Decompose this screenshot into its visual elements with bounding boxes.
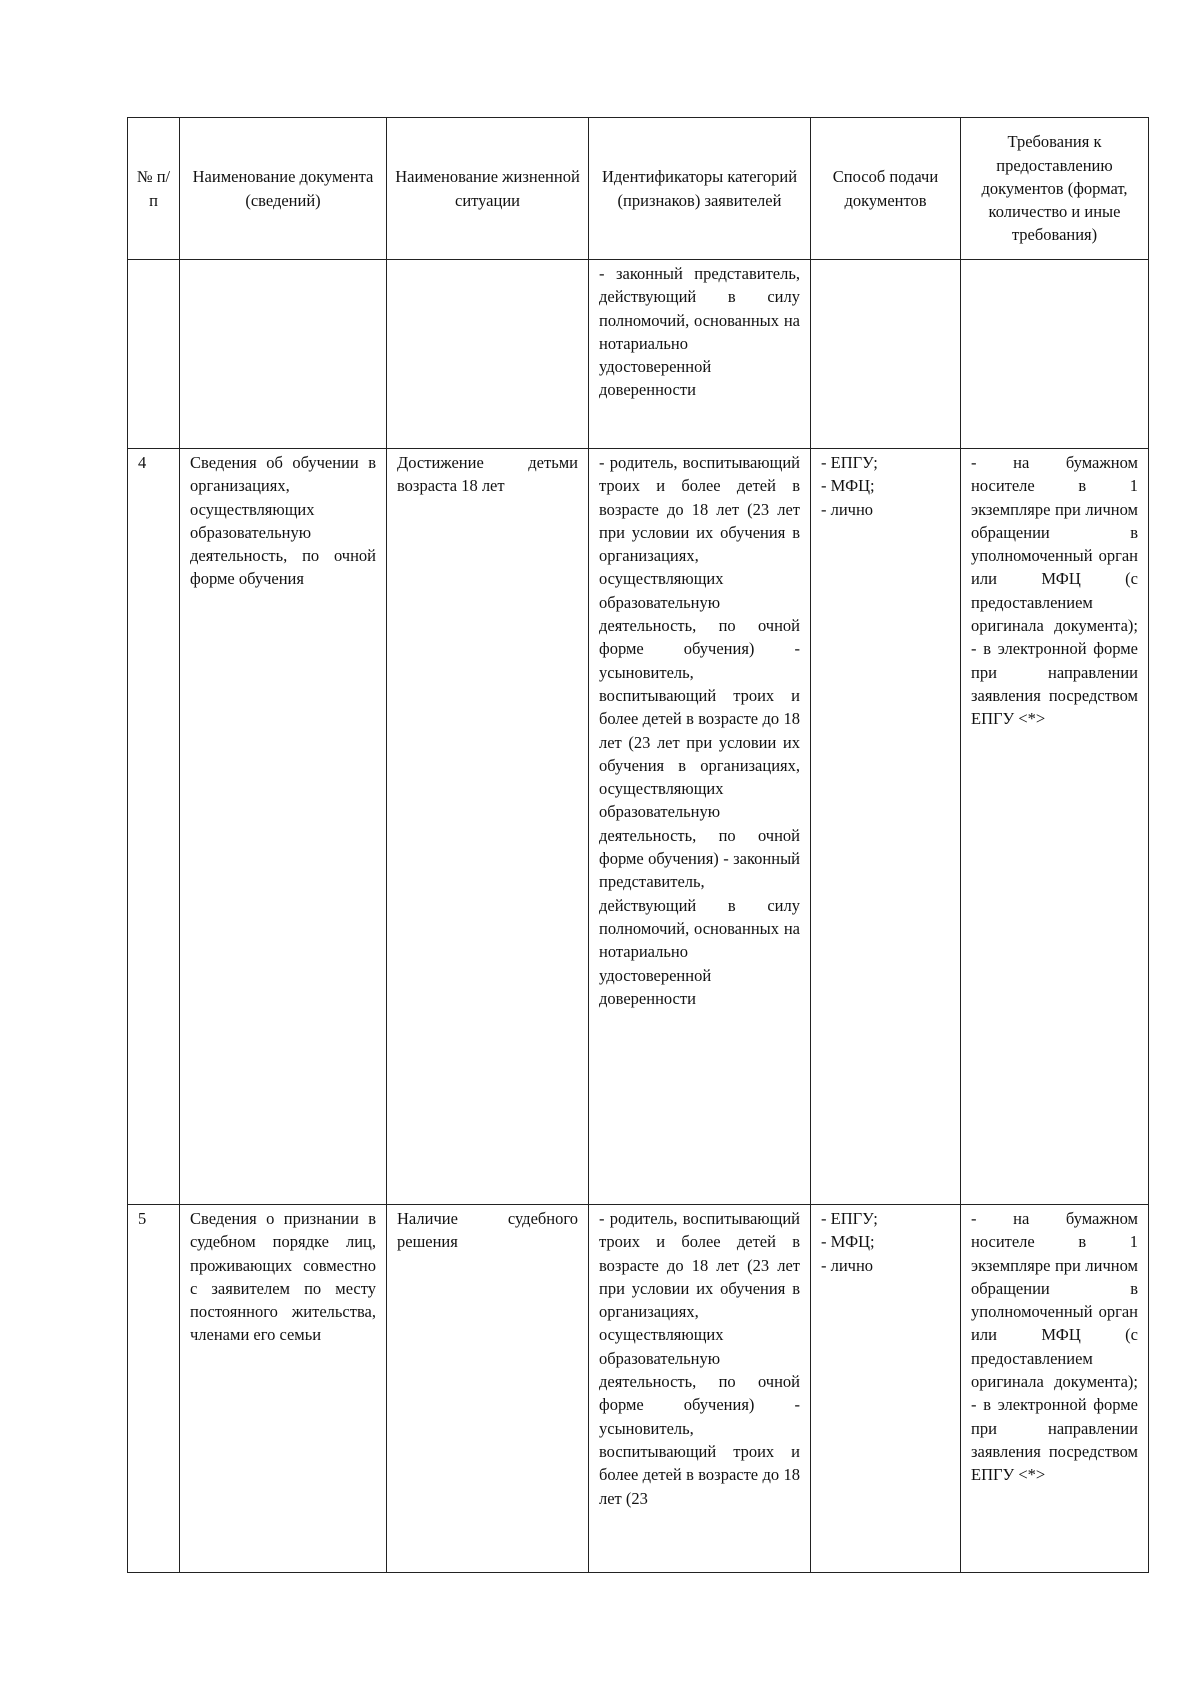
- cell-method: [811, 1205, 961, 1573]
- cell-categories: - родитель, воспитывающий троих и более детей в возрасте до 18 лет (23 лет при условии их обучения в организациях, осуществляющих образовательную деятельность, по очной форме обучения) - усыновитель, воспитывающий троих и более детей в возрасте до 18 лет (23: [589, 1205, 811, 1573]
- cell-doc: [180, 260, 387, 449]
- cell-num: [128, 260, 180, 449]
- header-situation: Наименование жизненной ситуации: [387, 118, 589, 260]
- cell-requirements: [961, 260, 1149, 449]
- cell-doc: Сведения об обучении в организациях, осуществляющих образовательную деятельность, по очной форме обучения: [180, 449, 387, 1205]
- header-categories: Идентификаторы категорий (признаков) заявителей: [589, 118, 811, 260]
- header-method: Способ подачи документов: [811, 118, 961, 260]
- method-epgu: - ЕПГУ;: [821, 1209, 878, 1228]
- cell-requirements: - на бумажном носителе в 1 экземпляре при личном обращении в уполномоченный орган или МФЦ (с предоставлением оригинала документа); - в электронной форме при направлении заявления посредством ЕПГУ <*>: [961, 1205, 1149, 1573]
- method-mfc: - МФЦ;: [821, 476, 875, 496]
- method-mfc: - МФЦ;: [821, 1232, 875, 1252]
- table-header-row: [128, 118, 1149, 260]
- method-personal: - лично: [821, 1255, 874, 1275]
- cell-num: 4: [128, 449, 180, 1205]
- documents-table: [127, 117, 1149, 1573]
- method-personal: - лично: [821, 499, 874, 519]
- cell-situation: Достижение детьми возраста 18 лет: [387, 449, 589, 1205]
- header-doc: Наименование документа (сведений): [180, 118, 387, 260]
- document-page: [127, 117, 1148, 1573]
- method-epgu: - ЕПГУ;: [821, 453, 878, 472]
- cell-num: 5: [128, 1205, 180, 1573]
- cell-doc: Сведения о признании в судебном порядке лиц, проживающих совместно с заявителем по месту постоянного жительства, членами его семьи: [180, 1205, 387, 1573]
- cell-situation: Наличие судебного решения: [387, 1205, 589, 1573]
- table-row: [128, 1205, 1149, 1573]
- cell-categories: - родитель, воспитывающий троих и более детей в возрасте до 18 лет (23 лет при условии их обучения в организациях, осуществляющих образовательную деятельность, по очной форме обучения) - усыновитель, воспитывающий троих и более детей в возрасте до 18 лет (23 лет при условии их обучения в организациях, осуществляющих образовательную деятельность, по очной форме обучения) - законный представитель, действующий в силу полномочий, основанных на нотариально удостоверенной доверенности: [589, 449, 811, 1205]
- cell-method: [811, 449, 961, 1205]
- cell-requirements: - на бумажном носителе в 1 экземпляре при личном обращении в уполномоченный орган или МФЦ (с предоставлением оригинала документа); - в электронной форме при направлении заявления посредством ЕПГУ <*>: [961, 449, 1149, 1205]
- table-row: [128, 449, 1149, 1205]
- header-requirements: Требования к предоставлению документов (формат, количество и иные требования): [961, 118, 1149, 260]
- cell-method: [811, 260, 961, 449]
- cell-situation: [387, 260, 589, 449]
- header-num: № п/п: [128, 118, 180, 260]
- cell-categories: - законный представитель, действующий в силу полномочий, основанных на нотариально удостоверенной доверенности: [589, 260, 811, 449]
- table-row: [128, 260, 1149, 449]
